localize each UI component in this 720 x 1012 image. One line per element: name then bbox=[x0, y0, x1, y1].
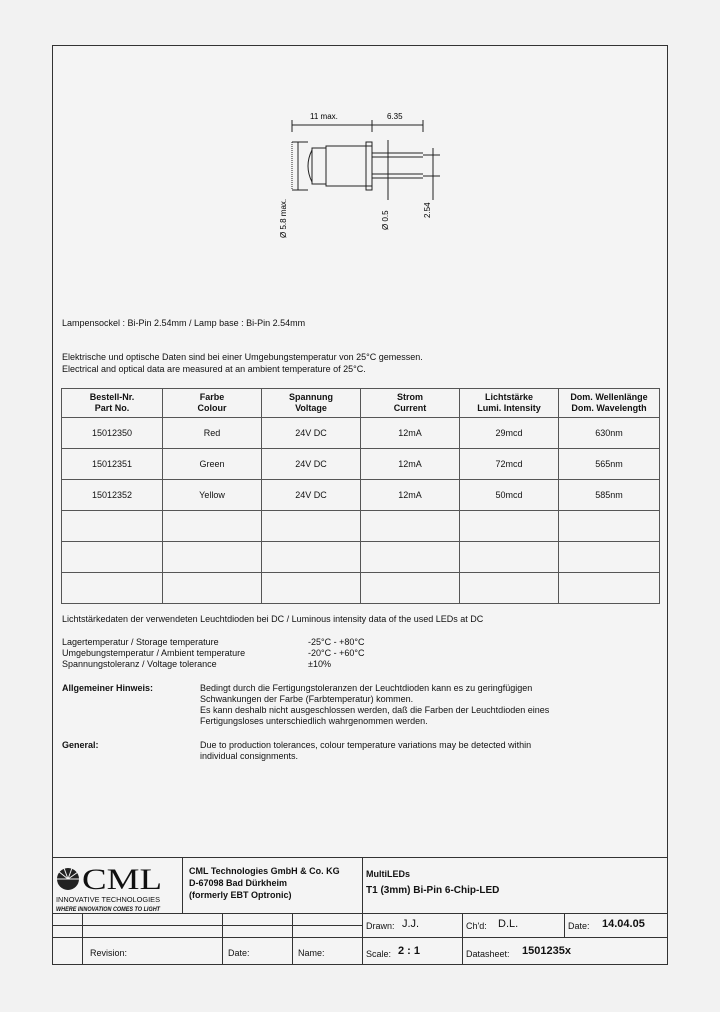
company-formerly: (formerly EBT Optronic) bbox=[189, 890, 292, 900]
date-value: 14.04.05 bbox=[602, 918, 645, 930]
general-de-line: Fertigungsloses unterschiedlich wahrgenommen werden. bbox=[200, 716, 428, 726]
temp-storage-value: -25°C - +80°C bbox=[308, 637, 365, 647]
lamp-base-text: Lampensockel : Bi-Pin 2.54mm / Lamp base : Bi-Pin 2.54mm bbox=[62, 318, 306, 328]
general-de-line: Es kann deshalb nicht ausgeschlossen werden, daß die Farben der Leuchtdioden eines bbox=[200, 705, 550, 715]
cell-colour: Yellow bbox=[163, 480, 262, 511]
cell-wavelength: 585nm bbox=[559, 480, 660, 511]
table-header-row bbox=[62, 389, 660, 418]
general-de-line: Bedingt durch die Fertigungstoleranzen der Leuchtdioden kann es zu geringfügigen bbox=[200, 683, 533, 693]
cell-voltage: 24V DC bbox=[262, 418, 361, 449]
checked-value: D.L. bbox=[498, 918, 519, 930]
dim-diameter-label: Ø 5.8 max. bbox=[279, 198, 288, 238]
intro-en-text: Electrical and optical data are measured at an ambient temperature of 25°C. bbox=[62, 364, 366, 374]
cell-intensity: 29mcd bbox=[460, 418, 559, 449]
company-address: D-67098 Bad Dürkheim bbox=[189, 878, 288, 888]
logo-text: CML bbox=[82, 863, 162, 896]
cell-voltage: 24V DC bbox=[262, 449, 361, 480]
table-row bbox=[62, 542, 660, 573]
general-en-line: individual consignments. bbox=[200, 751, 299, 761]
date-label: Date: bbox=[568, 921, 590, 931]
header-colour: Farbe Colour bbox=[163, 389, 262, 418]
cml-logo bbox=[54, 859, 164, 913]
revision-label: Revision: bbox=[90, 948, 128, 958]
cell-wavelength: 630nm bbox=[559, 418, 660, 449]
cell-part-no: 15012351 bbox=[62, 449, 163, 480]
header-current: Strom Current bbox=[361, 389, 460, 418]
logo-sub: INNOVATIVE TECHNOLOGIES bbox=[56, 895, 160, 904]
general-en-label: General: bbox=[62, 740, 99, 750]
temp-ambient-value: -20°C - +60°C bbox=[308, 648, 365, 658]
dim-pin-diameter-label: Ø 0.5 bbox=[381, 210, 390, 230]
drawn-value: J.J. bbox=[402, 918, 420, 930]
header-voltage: Spannung Voltage bbox=[262, 389, 361, 418]
table-row bbox=[62, 480, 660, 511]
voltage-tolerance-label: Spannungstoleranz / Voltage tolerance bbox=[62, 659, 217, 669]
product-family: MultiLEDs bbox=[366, 869, 410, 879]
cell-intensity: 72mcd bbox=[460, 449, 559, 480]
cell-part-no: 15012352 bbox=[62, 480, 163, 511]
cell-colour: Green bbox=[163, 449, 262, 480]
general-de-line: Schwankungen der Farbe (Farbtemperatur) kommen. bbox=[200, 694, 414, 704]
revision-date-label: Date: bbox=[228, 948, 250, 958]
lumi-note: Lichtstärkedaten der verwendeten Leuchtdioden bei DC / Luminous intensity data of the used LEDs at DC bbox=[62, 614, 484, 624]
cell-current: 12mA bbox=[361, 449, 460, 480]
scale-label: Scale: bbox=[366, 949, 392, 959]
cell-current: 12mA bbox=[361, 418, 460, 449]
cell-colour: Red bbox=[163, 418, 262, 449]
led-dimension-drawing bbox=[230, 70, 460, 260]
general-en-line: Due to production tolerances, colour temperature variations may be detected within bbox=[200, 740, 532, 750]
datasheet-value: 1501235x bbox=[522, 945, 571, 957]
dim-length-label: 11 max. bbox=[310, 112, 338, 121]
table-row bbox=[62, 511, 660, 542]
checked-label: Ch'd: bbox=[466, 921, 487, 931]
header-wavelength: Dom. Wellenlänge Dom. Wavelength bbox=[559, 389, 660, 418]
product-title: T1 (3mm) Bi-Pin 6-Chip-LED bbox=[366, 885, 500, 896]
temp-ambient-label: Umgebungstemperatur / Ambient temperature bbox=[62, 648, 246, 658]
intro-de-text: Elektrische und optische Daten sind bei einer Umgebungstemperatur von 25°C gemessen. bbox=[62, 352, 423, 362]
revision-name-label: Name: bbox=[298, 948, 325, 958]
cell-intensity: 50mcd bbox=[460, 480, 559, 511]
company-name: CML Technologies GmbH & Co. KG bbox=[189, 866, 340, 876]
datasheet-label: Datasheet: bbox=[466, 949, 510, 959]
logo-tagline: WHERE INNOVATION COMES TO LIGHT bbox=[56, 907, 162, 913]
temp-storage-label: Lagertemperatur / Storage temperature bbox=[62, 637, 219, 647]
spec-table bbox=[61, 388, 660, 604]
scale-value: 2 : 1 bbox=[398, 945, 421, 957]
drawn-label: Drawn: bbox=[366, 921, 395, 931]
general-de-label: Allgemeiner Hinweis: bbox=[62, 683, 154, 693]
title-block bbox=[52, 857, 668, 965]
cell-voltage: 24V DC bbox=[262, 480, 361, 511]
cell-part-no: 15012350 bbox=[62, 418, 163, 449]
header-intensity: Lichtstärke Lumi. Intensity bbox=[460, 389, 559, 418]
voltage-tolerance-value: ±10% bbox=[308, 659, 331, 669]
table-row bbox=[62, 418, 660, 449]
dim-pins-label: 6.35 bbox=[387, 112, 403, 121]
table-row bbox=[62, 573, 660, 604]
dim-pitch-label: 2.54 bbox=[423, 202, 432, 218]
header-part-no: Bestell-Nr. Part No. bbox=[62, 389, 163, 418]
table-row bbox=[62, 449, 660, 480]
cell-current: 12mA bbox=[361, 480, 460, 511]
cell-wavelength: 565nm bbox=[559, 449, 660, 480]
